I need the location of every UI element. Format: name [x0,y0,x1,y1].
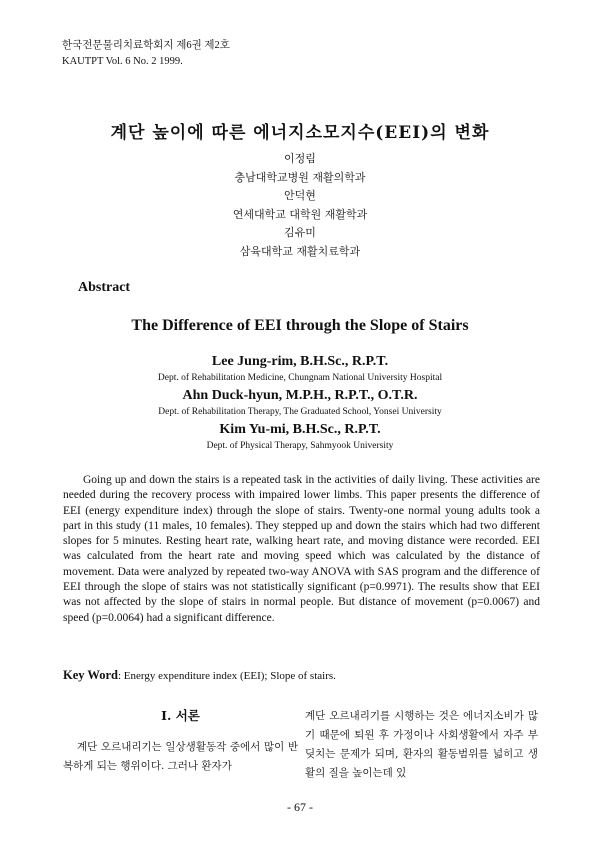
english-author-name: Ahn Duck-hyun, M.P.H., R.P.T., O.T.R. [182,388,418,403]
korean-author-name: 김유미 [284,226,316,239]
korean-author-name: 이정림 [284,152,316,165]
english-author-name: Lee Jung-rim, B.H.Sc., R.P.T. [211,354,389,369]
korean-title: 계단 높이에 따른 에너지소모지수(EEI)의 변화 [110,123,490,143]
left-column [63,706,298,776]
keywords-line [63,668,336,683]
left-column-text: 계단 오르내리기는 일상생활동작 중에서 많이 반복하게 되는 행위이다. 그러나 환자가 [63,741,298,772]
korean-author-affiliation: 충남대학교병원 재활의학과 [234,170,366,184]
journal-header [62,38,230,70]
section-heading: Ⅰ. 서론 [161,708,200,723]
journal-citation: KAUTPT Vol. 6 No. 2 1999. [62,56,183,67]
abstract-heading: Abstract [78,280,131,295]
korean-author-affiliation: 연세대학교 대학원 재활학과 [232,207,368,221]
keywords-label: Key Word [63,668,118,682]
page-number: - 67 - [287,800,313,814]
english-authors [0,353,600,455]
english-author-affiliation: Dept. of Rehabilitation Therapy, The Graduated School, Yonsei University [158,407,442,417]
journal-korean-name: 한국전문물리치료학회지 제6권 제2호 [62,40,230,51]
english-author-affiliation: Dept. of Rehabilitation Medicine, Chungnam National University Hospital [157,373,443,383]
korean-author-affiliation: 삼육대학교 재활치료학과 [239,244,361,258]
korean-authors [0,150,600,261]
right-column-text: 계단 오르내리기를 시행하는 것은 에너지소비가 많기 때문에 퇴원 후 가정이나 사회생활에서 자주 부딪치는 문제가 되며, 환자의 활동범위를 넓히고 생활의 질을 높이는데 있 [305,710,538,779]
english-author-name: Kim Yu-mi, B.H.Sc., R.P.T. [219,422,381,437]
korean-author-name: 안덕현 [284,189,316,202]
english-title: The Difference of EEI through the Slope of Stairs [131,317,469,334]
english-author-affiliation: Dept. of Physical Therapy, Sahmyook University [206,441,394,451]
keywords-value: : Energy expenditure index (EEI); Slope of stairs. [117,670,336,682]
abstract-body: Going up and down the stairs is a repeated task in the activities of daily living. These activities are needed during the recovery process with impaired lower limbs. This paper presents the difference of EEI (energy expenditure index) through the slope of stairs. Twenty-one normal young adults took a part in this study (11 males, 10 females). They stepped up and down the stairs which had two different slopes for 5 minutes. Resting heart rate, walking heart rate, and moving distance were recorded. EEI was calculated from the heart rate and moving speed which was calculated by the distance of movement. Data were analyzed by repeated two-way ANOVA with SAS program and the difference of EEI through the slope of stairs was not statistically significant (p=0.9971). The results show that EEI was not affected by the slope of stairs in normal people. But distance of movement (p=0.0067) and speed (p=0.0064) had a significant difference. [63,474,540,624]
right-column [305,707,538,783]
